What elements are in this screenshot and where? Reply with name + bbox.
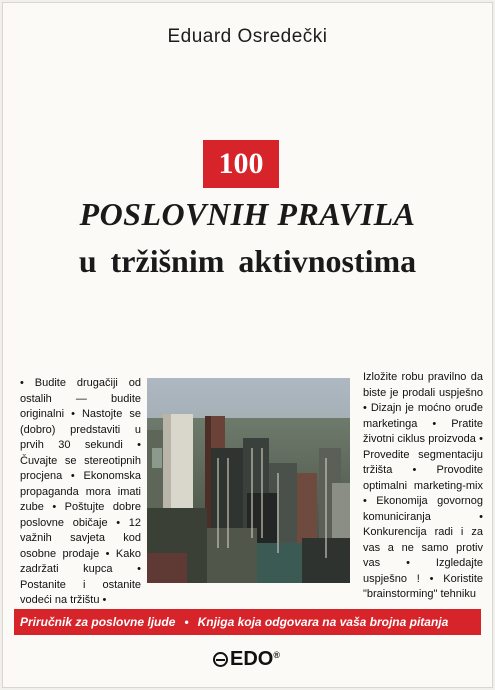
right-tips-column: Izložite robu pravilno da biste je prodali uspješno • Dizajn je moćno oruđe marketinga • Pratite životni ciklus proizvoda • Provedite segmentaciju tržišta • Provodite optimalni marketing-mix • Ekonomija govornog komuniciranja • Konkurencija radi i za vas a ne samo protiv vas • Izgledajte uspješno ! • Koristite "brainstorming" tehniku xyxy=(363,371,483,600)
subtitle-banner xyxy=(14,609,481,635)
publisher-logo-icon xyxy=(213,652,228,667)
title-line-2: u tržišnim aktivnostima xyxy=(78,243,417,279)
left-tips-column: • Budite drugačiji od ostalih — budite originalni • Nastojte se (dobro) predstaviti u prvih 30 sekundi • Čuvajte se stereotipnih procjena • Ekonomska propaganda mora imati zube • Poštujte dobre poslovne običaje • 12 važnih savjeta kod osobne prodaje • Kako zadržati kupca • Postanite i ostanite vodeći na tržištu • xyxy=(20,377,141,606)
number-badge: 100 xyxy=(203,140,279,188)
banner-separator: • xyxy=(184,615,189,629)
author-name: Eduard Osredečki xyxy=(167,26,328,47)
publisher-name: EDO xyxy=(230,648,274,670)
registered-mark: ® xyxy=(273,650,280,660)
publisher-logo xyxy=(213,648,280,671)
banner-left-text: Priručnik za poslovne ljude xyxy=(20,615,176,629)
city-skyline-photo xyxy=(147,378,350,583)
title-line-1: POSLOVNIH PRAVILA xyxy=(79,196,416,232)
banner-right-text: Knjiga koja odgovara na vaša brojna pitanja xyxy=(197,615,449,629)
